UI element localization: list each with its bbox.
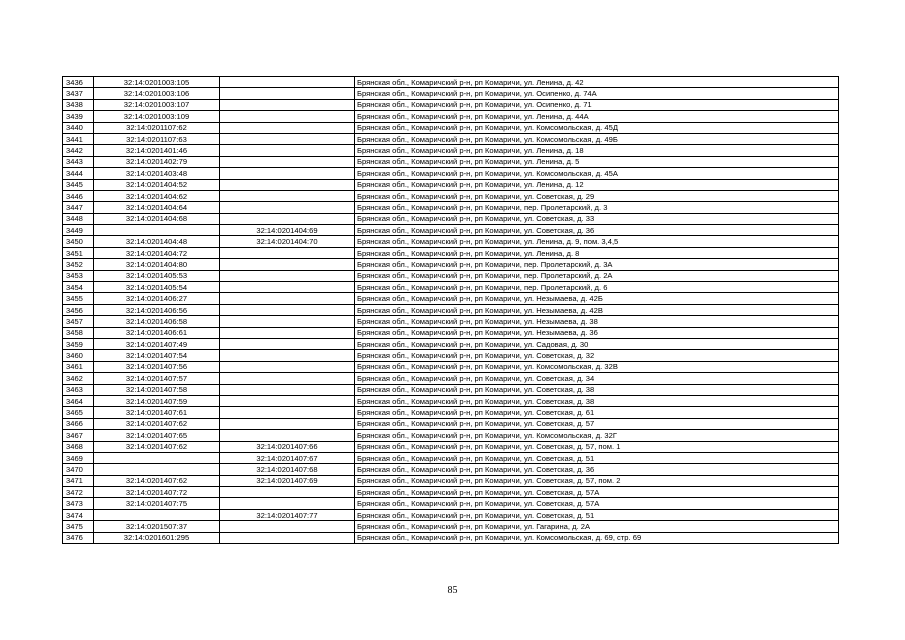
address-cell: Брянская обл., Комаричский р-н, рп Комаричи, ул. Советская, д. 38 (355, 395, 839, 406)
address-cell: Брянская обл., Комаричский р-н, рп Комаричи, пер. Пролетарский, д. 6 (355, 282, 839, 293)
linked-cadastral-number-cell (220, 384, 355, 395)
row-number-cell: 3457 (63, 316, 94, 327)
address-cell: Брянская обл., Комаричский р-н, рп Комаричи, ул. Комсомольская, д. 32В (355, 361, 839, 372)
linked-cadastral-number-cell: 32:14:0201407:66 (220, 441, 355, 452)
linked-cadastral-number-cell: 32:14:0201404:69 (220, 225, 355, 236)
table-row (63, 133, 839, 144)
address-cell: Брянская обл., Комаричский р-н, рп Комаричи, ул. Советская, д. 29 (355, 190, 839, 201)
address-cell: Брянская обл., Комаричский р-н, рп Комаричи, ул. Советская, д. 61 (355, 407, 839, 418)
cadastral-number-cell: 32:14:0201404:62 (94, 190, 220, 201)
linked-cadastral-number-cell (220, 168, 355, 179)
row-number-cell: 3450 (63, 236, 94, 247)
address-cell: Брянская обл., Комаричский р-н, рп Комаричи, ул. Советская, д. 51 (355, 452, 839, 463)
row-number-cell: 3453 (63, 270, 94, 281)
cadastral-number-cell: 32:14:0201507:37 (94, 521, 220, 532)
table-row (63, 122, 839, 133)
table-row (63, 304, 839, 315)
linked-cadastral-number-cell: 32:14:0201404:70 (220, 236, 355, 247)
linked-cadastral-number-cell (220, 316, 355, 327)
table-row (63, 145, 839, 156)
address-cell: Брянская обл., Комаричский р-н, рп Комаричи, ул. Советская, д. 32 (355, 350, 839, 361)
table-row (63, 361, 839, 372)
cadastral-number-cell: 32:14:0201407:61 (94, 407, 220, 418)
table-row (63, 384, 839, 395)
address-cell: Брянская обл., Комаричский р-н, рп Комаричи, ул. Ленина, д. 42 (355, 77, 839, 88)
address-cell: Брянская обл., Комаричский р-н, рп Комаричи, ул. Советская, д. 33 (355, 213, 839, 224)
row-number-cell: 3443 (63, 156, 94, 167)
cadastral-number-cell: 32:14:0201407:57 (94, 373, 220, 384)
linked-cadastral-number-cell (220, 202, 355, 213)
address-cell: Брянская обл., Комаричский р-н, рп Комаричи, ул. Комсомольская, д. 69, стр. 69 (355, 532, 839, 543)
cadastral-number-cell (94, 464, 220, 475)
cadastral-number-cell: 32:14:0201407:56 (94, 361, 220, 372)
cadastral-number-cell: 32:14:0201003:109 (94, 111, 220, 122)
row-number-cell: 3471 (63, 475, 94, 486)
linked-cadastral-number-cell (220, 111, 355, 122)
cadastral-number-cell: 32:14:0201404:52 (94, 179, 220, 190)
row-number-cell: 3439 (63, 111, 94, 122)
address-cell: Брянская обл., Комаричский р-н, рп Комаричи, ул. Советская, д. 38 (355, 384, 839, 395)
row-number-cell: 3444 (63, 168, 94, 179)
cadastral-number-cell: 32:14:0201407:59 (94, 395, 220, 406)
linked-cadastral-number-cell (220, 350, 355, 361)
linked-cadastral-number-cell (220, 270, 355, 281)
linked-cadastral-number-cell (220, 282, 355, 293)
table-row (63, 293, 839, 304)
cadastral-number-cell: 32:14:0201405:53 (94, 270, 220, 281)
cadastral-number-cell: 32:14:0201407:75 (94, 498, 220, 509)
address-cell: Брянская обл., Комаричский р-н, рп Комаричи, ул. Садовая, д. 30 (355, 338, 839, 349)
cadastral-number-cell: 32:14:0201405:54 (94, 282, 220, 293)
table-row (63, 475, 839, 486)
table-row (63, 168, 839, 179)
table-row (63, 282, 839, 293)
table-row (63, 487, 839, 498)
table-body (63, 77, 839, 544)
row-number-cell: 3438 (63, 99, 94, 110)
row-number-cell: 3441 (63, 133, 94, 144)
row-number-cell: 3467 (63, 430, 94, 441)
table-row (63, 77, 839, 88)
table-row (63, 156, 839, 167)
table-row (63, 259, 839, 270)
table-row (63, 452, 839, 463)
linked-cadastral-number-cell (220, 361, 355, 372)
row-number-cell: 3437 (63, 88, 94, 99)
table-row (63, 498, 839, 509)
address-cell: Брянская обл., Комаричский р-н, рп Комаричи, ул. Осипенко, д. 74А (355, 88, 839, 99)
address-cell: Брянская обл., Комаричский р-н, рп Комаричи, ул. Незымаева, д. 36 (355, 327, 839, 338)
row-number-cell: 3452 (63, 259, 94, 270)
table-row (63, 111, 839, 122)
table-row (63, 88, 839, 99)
cadastral-number-cell: 32:14:0201407:62 (94, 441, 220, 452)
row-number-cell: 3473 (63, 498, 94, 509)
cadastral-number-cell: 32:14:0201404:48 (94, 236, 220, 247)
address-cell: Брянская обл., Комаричский р-н, рп Комаричи, ул. Комсомольская, д. 32Г (355, 430, 839, 441)
row-number-cell: 3459 (63, 338, 94, 349)
cadastral-number-cell: 32:14:0201403:48 (94, 168, 220, 179)
linked-cadastral-number-cell (220, 122, 355, 133)
address-cell: Брянская обл., Комаричский р-н, рп Комаричи, ул. Незымаева, д. 42Б (355, 293, 839, 304)
linked-cadastral-number-cell (220, 521, 355, 532)
address-cell: Брянская обл., Комаричский р-н, рп Комаричи, пер. Пролетарский, д. 3А (355, 259, 839, 270)
cadastral-number-cell (94, 509, 220, 520)
table-row (63, 464, 839, 475)
address-cell: Брянская обл., Комаричский р-н, рп Комаричи, ул. Комсомольская, д. 45Д (355, 122, 839, 133)
cadastral-number-cell: 32:14:0201407:49 (94, 338, 220, 349)
row-number-cell: 3470 (63, 464, 94, 475)
address-cell: Брянская обл., Комаричский р-н, рп Комаричи, ул. Советская, д. 51 (355, 509, 839, 520)
linked-cadastral-number-cell (220, 77, 355, 88)
row-number-cell: 3462 (63, 373, 94, 384)
linked-cadastral-number-cell (220, 532, 355, 543)
cadastral-number-cell: 32:14:0201401:46 (94, 145, 220, 156)
table-row (63, 532, 839, 543)
address-cell: Брянская обл., Комаричский р-н, рп Комаричи, ул. Советская, д. 57А (355, 498, 839, 509)
row-number-cell: 3448 (63, 213, 94, 224)
cadastral-number-cell: 32:14:0201406:27 (94, 293, 220, 304)
cadastral-number-cell: 32:14:0201404:80 (94, 259, 220, 270)
address-cell: Брянская обл., Комаричский р-н, рп Комаричи, ул. Гагарина, д. 2А (355, 521, 839, 532)
address-cell: Брянская обл., Комаричский р-н, рп Комаричи, ул. Ленина, д. 44А (355, 111, 839, 122)
cadastral-number-cell: 32:14:0201107:63 (94, 133, 220, 144)
row-number-cell: 3458 (63, 327, 94, 338)
row-number-cell: 3466 (63, 418, 94, 429)
row-number-cell: 3464 (63, 395, 94, 406)
linked-cadastral-number-cell (220, 407, 355, 418)
linked-cadastral-number-cell (220, 395, 355, 406)
address-cell: Брянская обл., Комаричский р-н, рп Комаричи, ул. Советская, д. 36 (355, 225, 839, 236)
cadastral-number-cell: 32:14:0201003:106 (94, 88, 220, 99)
table-row (63, 430, 839, 441)
cadastral-number-cell: 32:14:0201107:62 (94, 122, 220, 133)
address-cell: Брянская обл., Комаричский р-н, рп Комаричи, ул. Осипенко, д. 71 (355, 99, 839, 110)
table-row (63, 418, 839, 429)
cadastral-number-cell: 32:14:0201601:295 (94, 532, 220, 543)
row-number-cell: 3440 (63, 122, 94, 133)
table-row (63, 190, 839, 201)
row-number-cell: 3455 (63, 293, 94, 304)
address-cell: Брянская обл., Комаричский р-н, рп Комаричи, ул. Комсомольская, д. 45А (355, 168, 839, 179)
table-row (63, 509, 839, 520)
cadastral-number-cell: 32:14:0201407:62 (94, 418, 220, 429)
table-row (63, 202, 839, 213)
linked-cadastral-number-cell (220, 145, 355, 156)
linked-cadastral-number-cell (220, 156, 355, 167)
address-cell: Брянская обл., Комаричский р-н, рп Комаричи, ул. Незымаева, д. 38 (355, 316, 839, 327)
page-number: 85 (447, 585, 458, 596)
table-row (63, 225, 839, 236)
address-cell: Брянская обл., Комаричский р-н, рп Комаричи, ул. Ленина, д. 8 (355, 247, 839, 258)
linked-cadastral-number-cell (220, 327, 355, 338)
table-row (63, 338, 839, 349)
table-row (63, 327, 839, 338)
row-number-cell: 3474 (63, 509, 94, 520)
row-number-cell: 3449 (63, 225, 94, 236)
address-cell: Брянская обл., Комаричский р-н, рп Комаричи, ул. Советская, д. 36 (355, 464, 839, 475)
table-row (63, 373, 839, 384)
row-number-cell: 3463 (63, 384, 94, 395)
address-cell: Брянская обл., Комаричский р-н, рп Комаричи, ул. Незымаева, д. 42В (355, 304, 839, 315)
address-cell: Брянская обл., Комаричский р-н, рп Комаричи, ул. Советская, д. 34 (355, 373, 839, 384)
cadastral-number-cell: 32:14:0201402:79 (94, 156, 220, 167)
linked-cadastral-number-cell (220, 293, 355, 304)
cadastral-number-cell: 32:14:0201407:62 (94, 475, 220, 486)
table-row (63, 350, 839, 361)
linked-cadastral-number-cell (220, 487, 355, 498)
linked-cadastral-number-cell (220, 179, 355, 190)
cadastral-number-cell (94, 452, 220, 463)
row-number-cell: 3456 (63, 304, 94, 315)
row-number-cell: 3451 (63, 247, 94, 258)
row-number-cell: 3475 (63, 521, 94, 532)
linked-cadastral-number-cell (220, 418, 355, 429)
row-number-cell: 3468 (63, 441, 94, 452)
cadastral-number-cell: 32:14:0201407:58 (94, 384, 220, 395)
linked-cadastral-number-cell (220, 190, 355, 201)
linked-cadastral-number-cell (220, 430, 355, 441)
linked-cadastral-number-cell (220, 304, 355, 315)
cadastral-number-cell: 32:14:0201407:72 (94, 487, 220, 498)
linked-cadastral-number-cell (220, 259, 355, 270)
property-table (62, 76, 839, 544)
address-cell: Брянская обл., Комаричский р-н, рп Комаричи, ул. Комсомольская, д. 49Б (355, 133, 839, 144)
row-number-cell: 3447 (63, 202, 94, 213)
cadastral-number-cell: 32:14:0201404:64 (94, 202, 220, 213)
address-cell: Брянская обл., Комаричский р-н, рп Комаричи, пер. Пролетарский, д. 2А (355, 270, 839, 281)
address-cell: Брянская обл., Комаричский р-н, рп Комаричи, пер. Пролетарский, д. 3 (355, 202, 839, 213)
cadastral-number-cell (94, 225, 220, 236)
linked-cadastral-number-cell (220, 213, 355, 224)
table-row (63, 179, 839, 190)
table-row (63, 395, 839, 406)
address-cell: Брянская обл., Комаричский р-н, рп Комаричи, ул. Ленина, д. 9, пом. 3,4,5 (355, 236, 839, 247)
linked-cadastral-number-cell (220, 338, 355, 349)
table-row (63, 407, 839, 418)
table-row (63, 99, 839, 110)
table-row (63, 236, 839, 247)
linked-cadastral-number-cell (220, 99, 355, 110)
address-cell: Брянская обл., Комаричский р-н, рп Комаричи, ул. Советская, д. 57 (355, 418, 839, 429)
row-number-cell: 3454 (63, 282, 94, 293)
row-number-cell: 3445 (63, 179, 94, 190)
table-row (63, 316, 839, 327)
row-number-cell: 3461 (63, 361, 94, 372)
table-row (63, 521, 839, 532)
row-number-cell: 3442 (63, 145, 94, 156)
address-cell: Брянская обл., Комаричский р-н, рп Комаричи, ул. Советская, д. 57, пом. 1 (355, 441, 839, 452)
cadastral-number-cell: 32:14:0201003:105 (94, 77, 220, 88)
address-cell: Брянская обл., Комаричский р-н, рп Комаричи, ул. Ленина, д. 5 (355, 156, 839, 167)
linked-cadastral-number-cell (220, 373, 355, 384)
row-number-cell: 3460 (63, 350, 94, 361)
linked-cadastral-number-cell: 32:14:0201407:68 (220, 464, 355, 475)
table-row (63, 213, 839, 224)
row-number-cell: 3446 (63, 190, 94, 201)
cadastral-number-cell: 32:14:0201406:61 (94, 327, 220, 338)
address-cell: Брянская обл., Комаричский р-н, рп Комаричи, ул. Ленина, д. 12 (355, 179, 839, 190)
linked-cadastral-number-cell (220, 498, 355, 509)
cadastral-number-cell: 32:14:0201003:107 (94, 99, 220, 110)
row-number-cell: 3472 (63, 487, 94, 498)
cadastral-number-cell: 32:14:0201406:56 (94, 304, 220, 315)
row-number-cell: 3476 (63, 532, 94, 543)
cadastral-number-cell: 32:14:0201407:54 (94, 350, 220, 361)
row-number-cell: 3469 (63, 452, 94, 463)
address-cell: Брянская обл., Комаричский р-н, рп Комаричи, ул. Советская, д. 57А (355, 487, 839, 498)
cadastral-number-cell: 32:14:0201407:65 (94, 430, 220, 441)
linked-cadastral-number-cell: 32:14:0201407:67 (220, 452, 355, 463)
linked-cadastral-number-cell (220, 247, 355, 258)
linked-cadastral-number-cell: 32:14:0201407:69 (220, 475, 355, 486)
linked-cadastral-number-cell (220, 88, 355, 99)
address-cell: Брянская обл., Комаричский р-н, рп Комаричи, ул. Ленина, д. 18 (355, 145, 839, 156)
linked-cadastral-number-cell: 32:14:0201407:77 (220, 509, 355, 520)
cadastral-number-cell: 32:14:0201406:58 (94, 316, 220, 327)
table-row (63, 247, 839, 258)
row-number-cell: 3436 (63, 77, 94, 88)
table-row (63, 270, 839, 281)
linked-cadastral-number-cell (220, 133, 355, 144)
cadastral-number-cell: 32:14:0201404:72 (94, 247, 220, 258)
address-cell: Брянская обл., Комаричский р-н, рп Комаричи, ул. Советская, д. 57, пом. 2 (355, 475, 839, 486)
table-row (63, 441, 839, 452)
cadastral-number-cell: 32:14:0201404:68 (94, 213, 220, 224)
row-number-cell: 3465 (63, 407, 94, 418)
